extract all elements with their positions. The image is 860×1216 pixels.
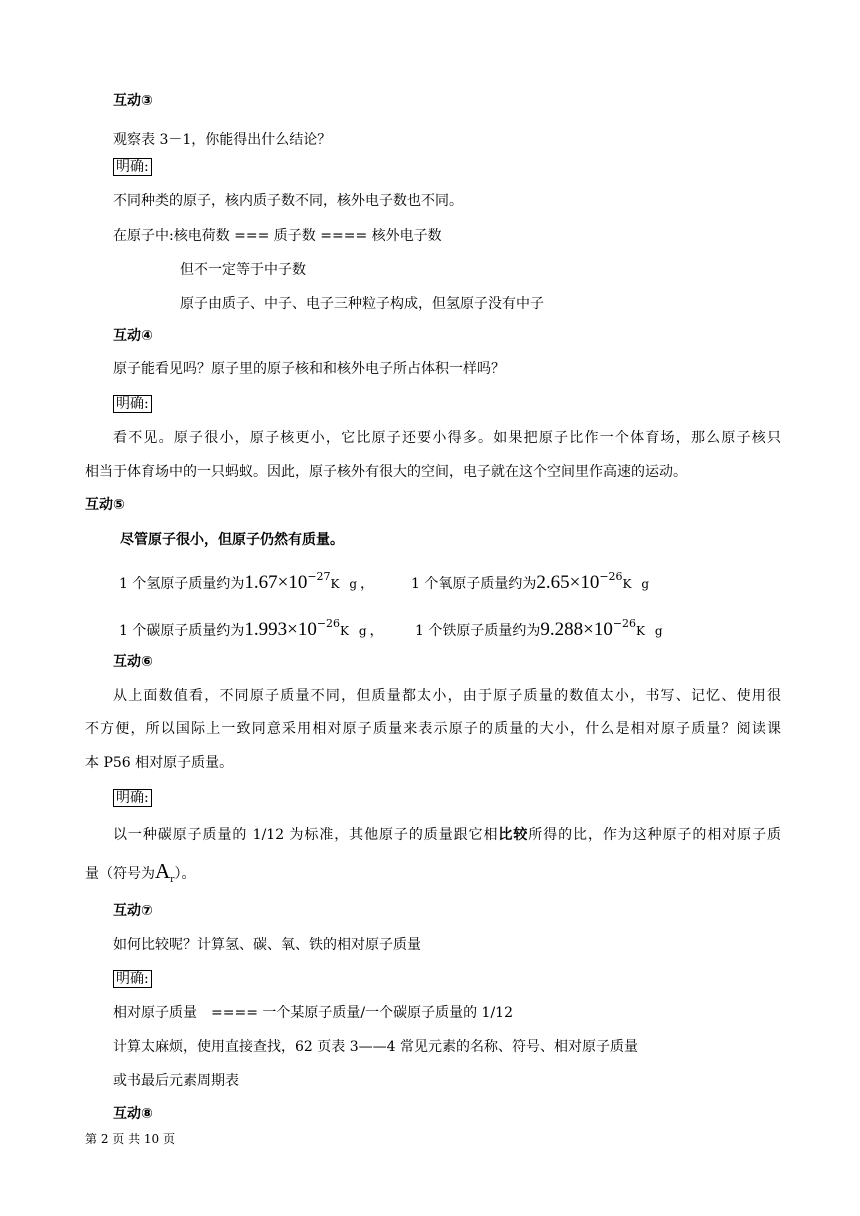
heading-interaction-5: 互动⑤ — [85, 497, 125, 513]
mass-iron: 1 个铁原子质量约为$9.288\times 10^{-26}K$ g — [415, 617, 666, 640]
paragraph-line: 从上面数值看，不同原子质量不同，但质量都太小，由于原子质量的数值太小，书写、记忆、使用很 — [113, 688, 781, 704]
page-footer: 第 2 页 共 10 页 — [85, 1132, 175, 1146]
heading-interaction-7: 互动⑦ — [113, 903, 153, 919]
question-text: 如何比较呢？计算氢、碳、氧、铁的相对原子质量 — [113, 937, 421, 953]
heading-interaction-8: 互动⑧ — [113, 1106, 153, 1122]
bold-keyword: 比较 — [498, 827, 529, 843]
relative-mass-symbol: A — [155, 859, 171, 883]
heading-interaction-6: 互动⑥ — [113, 654, 153, 670]
paragraph-line: 不方便，所以国际上一致同意采用相对原子质量来表示原子的质量的大小，什么是相对原子质量？阅读课 — [85, 721, 781, 737]
bold-statement: 尽管原子很小，但原子仍然有质量。 — [120, 532, 344, 548]
mass-oxygen: 1 个氧原子质量约为$2.65\times 10^{-26}K$ g — [411, 570, 653, 593]
definition-line: 量（符号为$A_r$）。 — [85, 859, 196, 885]
clarify-label — [113, 969, 152, 989]
heading-interaction-4: 互动④ — [113, 328, 153, 344]
body-text: 在原子中:核电荷数 === 质子数 ==== 核外电子数 — [113, 228, 442, 244]
paragraph-line: 看不见。原子很小，原子核更小，它比原子还要小得多。如果把原子比作一个体育场，那么原子核只 — [113, 430, 781, 446]
clarify-box: 明确: — [113, 789, 152, 807]
heading-interaction-3: 互动③ — [113, 93, 153, 109]
definition-line: 以一种碳原子质量的 1/12 为标准，其他原子的质量跟它相比较所得的比，作为这种原子的相对原子质 — [113, 827, 782, 843]
body-text: 但不一定等于中子数 — [180, 262, 306, 278]
body-text: 计算太麻烦，使用直接查找，62 页表 3——4 常见元素的名称、符号、相对原子质量 — [113, 1039, 638, 1055]
clarify-box: 明确: — [113, 158, 152, 176]
paragraph-line: 相当于体育场中的一只蚂蚁。因此，原子核外有很大的空间，电子就在这个空间里作高速的运动。 — [85, 464, 687, 480]
formula-text: 相对原子质量 ==== 一个某原子质量/一个碳原子质量的 1/12 — [113, 1005, 513, 1021]
body-text: 原子由质子、中子、电子三种粒子构成，但氢原子没有中子 — [180, 296, 544, 312]
body-text: 不同种类的原子，核内质子数不同，核外电子数也不同。 — [113, 193, 463, 209]
clarify-box: 明确: — [113, 970, 152, 988]
question-text: 原子能看见吗？原子里的原子核和和核外电子所占体积一样吗？ — [113, 361, 505, 377]
mass-carbon: 1 个碳原子质量约为$1.993\times 10^{-26}K$ g， — [119, 617, 384, 640]
body-text: 或书最后元素周期表 — [113, 1073, 239, 1089]
question-text: 观察表 3－1，你能得出什么结论？ — [113, 132, 332, 148]
mass-hydrogen: 1 个氢原子质量约为$1.67\times 10^{-27}K$ g， — [119, 570, 375, 593]
clarify-label — [113, 788, 152, 808]
clarify-label — [113, 157, 152, 177]
clarify-label — [113, 394, 152, 414]
paragraph-line: 本 P56 相对原子质量。 — [85, 755, 234, 771]
clarify-box: 明确: — [113, 395, 152, 413]
